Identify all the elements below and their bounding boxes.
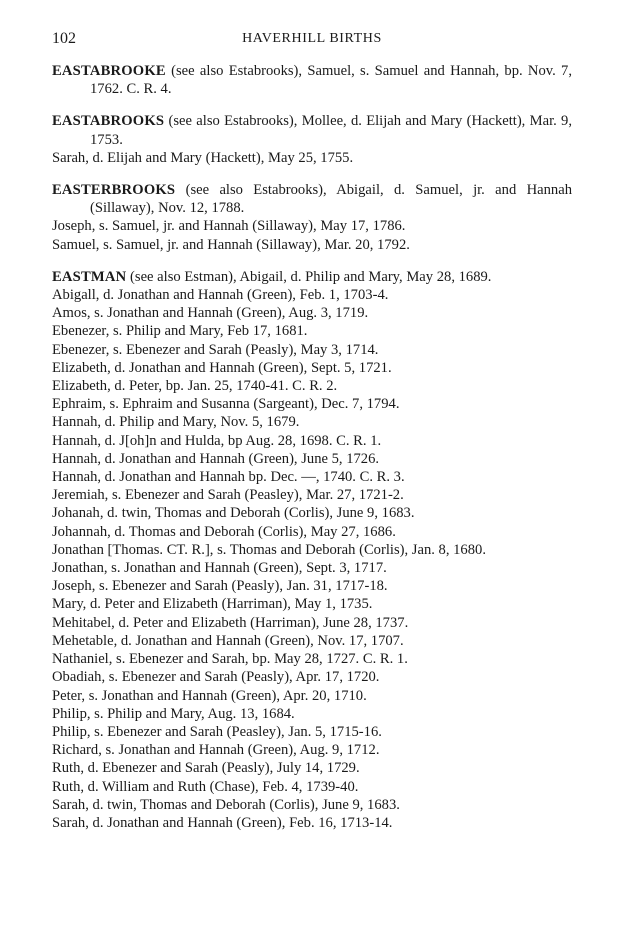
birth-entry bbox=[52, 304, 572, 322]
birth-entry bbox=[52, 541, 572, 559]
birth-entry bbox=[52, 705, 572, 723]
birth-entry bbox=[52, 468, 572, 486]
entry-surname: EASTABROOKE bbox=[52, 63, 166, 79]
entry-text: Obadiah, s. Ebenezer and Sarah (Peasly), Apr. 17, 1720. bbox=[52, 669, 380, 686]
entry-text: Samuel, s. Samuel, jr. and Hannah (Sillaway), Mar. 20, 1792. bbox=[52, 236, 410, 253]
birth-entry bbox=[52, 668, 572, 686]
entry-text: Ruth, d. William and Ruth (Chase), Feb. 4, 1739-40. bbox=[52, 778, 359, 795]
entry-text: Jeremiah, s. Ebenezer and Sarah (Peasley), Mar. 27, 1721-2. bbox=[52, 487, 404, 504]
birth-entry bbox=[52, 759, 572, 777]
entry-text: (see also Estman), Abigail, d. Philip and Mary, May 28, 1689. bbox=[126, 268, 492, 285]
birth-entry bbox=[52, 359, 572, 377]
birth-entry bbox=[52, 236, 572, 254]
birth-entry bbox=[52, 217, 572, 235]
entry-text: Hannah, d. J[oh]n and Hulda, bp Aug. 28, 1698. C. R. 1. bbox=[52, 432, 382, 449]
birth-entry bbox=[52, 814, 572, 832]
birth-entry bbox=[52, 723, 572, 741]
entry-text: Joseph, s. Ebenezer and Sarah (Peasly), Jan. 31, 1717-18. bbox=[52, 578, 388, 595]
entry-text: Mehitabel, d. Peter and Elizabeth (Harriman), June 28, 1737. bbox=[52, 614, 409, 631]
birth-entry bbox=[52, 796, 572, 814]
entry-text: Peter, s. Jonathan and Hannah (Green), Apr. 20, 1710. bbox=[52, 687, 367, 704]
entry-text: Jonathan [Thomas. CT. R.], s. Thomas and Deborah (Corlis), Jan. 8, 1680. bbox=[52, 541, 486, 558]
entry-text: Philip, s. Philip and Mary, Aug. 13, 1684. bbox=[52, 705, 295, 722]
birth-entry bbox=[52, 632, 572, 650]
birth-entry bbox=[52, 268, 572, 286]
entry-text: Elizabeth, d. Peter, bp. Jan. 25, 1740-41. C. R. 2. bbox=[52, 378, 338, 395]
birth-entry bbox=[52, 450, 572, 468]
entry-text: Joseph, s. Samuel, jr. and Hannah (Sillaway), May 17, 1786. bbox=[52, 218, 406, 235]
entry-text: (see also Estabrooks), Mollee, d. Elijah and Mary (Hackett), Mar. 9, 1753. bbox=[90, 113, 572, 148]
entry-text: (see also Estabrooks), Samuel, s. Samuel and Hannah, bp. Nov. 7, 1762. C. R. 4. bbox=[90, 63, 572, 98]
birth-entry bbox=[52, 322, 572, 340]
entry-text: Mary, d. Peter and Elizabeth (Harriman), May 1, 1735. bbox=[52, 596, 373, 613]
entry-text: Johannah, d. Thomas and Deborah (Corlis), May 27, 1686. bbox=[52, 523, 396, 540]
entry-text: Philip, s. Ebenezer and Sarah (Peasley), Jan. 5, 1715-16. bbox=[52, 723, 382, 740]
birth-entry bbox=[52, 687, 572, 705]
entry-text: Sarah, d. twin, Thomas and Deborah (Corlis), June 9, 1683. bbox=[52, 796, 400, 813]
birth-entry bbox=[52, 504, 572, 522]
birth-entry bbox=[52, 650, 572, 668]
birth-entry bbox=[52, 523, 572, 541]
entry-text: Jonathan, s. Jonathan and Hannah (Green), Sept. 3, 1717. bbox=[52, 560, 387, 577]
birth-entry bbox=[52, 741, 572, 759]
entry-text: Ebenezer, s. Philip and Mary, Feb 17, 1681. bbox=[52, 323, 308, 340]
birth-entries-list bbox=[52, 62, 572, 832]
entry-text: Hannah, d. Jonathan and Hannah bp. Dec. —, 1740. C. R. 3. bbox=[52, 469, 405, 486]
entry-text: Mehetable, d. Jonathan and Hannah (Green), Nov. 17, 1707. bbox=[52, 632, 404, 649]
page-number: 102 bbox=[52, 30, 76, 47]
birth-entry bbox=[52, 486, 572, 504]
entry-text: Elizabeth, d. Jonathan and Hannah (Green), Sept. 5, 1721. bbox=[52, 359, 392, 376]
entry-surname: EASTABROOKS bbox=[52, 113, 165, 130]
entry-text: Johanah, d. twin, Thomas and Deborah (Corlis), June 9, 1683. bbox=[52, 505, 415, 522]
page-header bbox=[52, 30, 572, 52]
birth-entry bbox=[52, 614, 572, 632]
entry-text: Ruth, d. Ebenezer and Sarah (Peasly), July 14, 1729. bbox=[52, 760, 360, 777]
entry-text: Nathaniel, s. Ebenezer and Sarah, bp. May 28, 1727. C. R. 1. bbox=[52, 651, 408, 668]
entry-text: Hannah, d. Philip and Mary, Nov. 5, 1679. bbox=[52, 414, 300, 431]
entry-text: Sarah, d. Jonathan and Hannah (Green), Feb. 16, 1713-14. bbox=[52, 814, 393, 831]
birth-entry bbox=[52, 286, 572, 304]
entry-text: Abigall, d. Jonathan and Hannah (Green), Feb. 1, 1703-4. bbox=[52, 287, 389, 304]
birth-entry bbox=[52, 149, 572, 167]
entry-text: Sarah, d. Elijah and Mary (Hackett), May 25, 1755. bbox=[52, 149, 354, 166]
entry-text: Hannah, d. Jonathan and Hannah (Green), June 5, 1726. bbox=[52, 450, 380, 467]
entry-text: (see also Estabrooks), Abigail, d. Samuel, jr. and Hannah (Sillaway), Nov. 12, 1788. bbox=[90, 182, 572, 217]
birth-entry bbox=[52, 577, 572, 595]
birth-entry bbox=[52, 413, 572, 431]
birth-entry bbox=[52, 595, 572, 613]
birth-entry bbox=[52, 778, 572, 796]
running-title: HAVERHILL BIRTHS bbox=[242, 31, 382, 46]
birth-entry bbox=[52, 432, 572, 450]
entry-text: Richard, s. Jonathan and Hannah (Green), Aug. 9, 1712. bbox=[52, 742, 380, 759]
entry-text: Ebenezer, s. Ebenezer and Sarah (Peasly), May 3, 1714. bbox=[52, 341, 379, 358]
birth-entry bbox=[52, 377, 572, 395]
birth-entry bbox=[52, 112, 572, 148]
entry-text: Amos, s. Jonathan and Hannah (Green), Aug. 3, 1719. bbox=[52, 305, 369, 322]
birth-entry bbox=[52, 181, 572, 217]
entry-surname: EASTMAN bbox=[52, 268, 127, 285]
birth-entry bbox=[52, 341, 572, 359]
entry-text: Ephraim, s. Ephraim and Susanna (Sargeant), Dec. 7, 1794. bbox=[52, 396, 400, 413]
birth-entry bbox=[52, 62, 572, 98]
entry-surname: EASTERBROOKS bbox=[52, 182, 176, 199]
birth-entry bbox=[52, 559, 572, 577]
birth-entry bbox=[52, 395, 572, 413]
